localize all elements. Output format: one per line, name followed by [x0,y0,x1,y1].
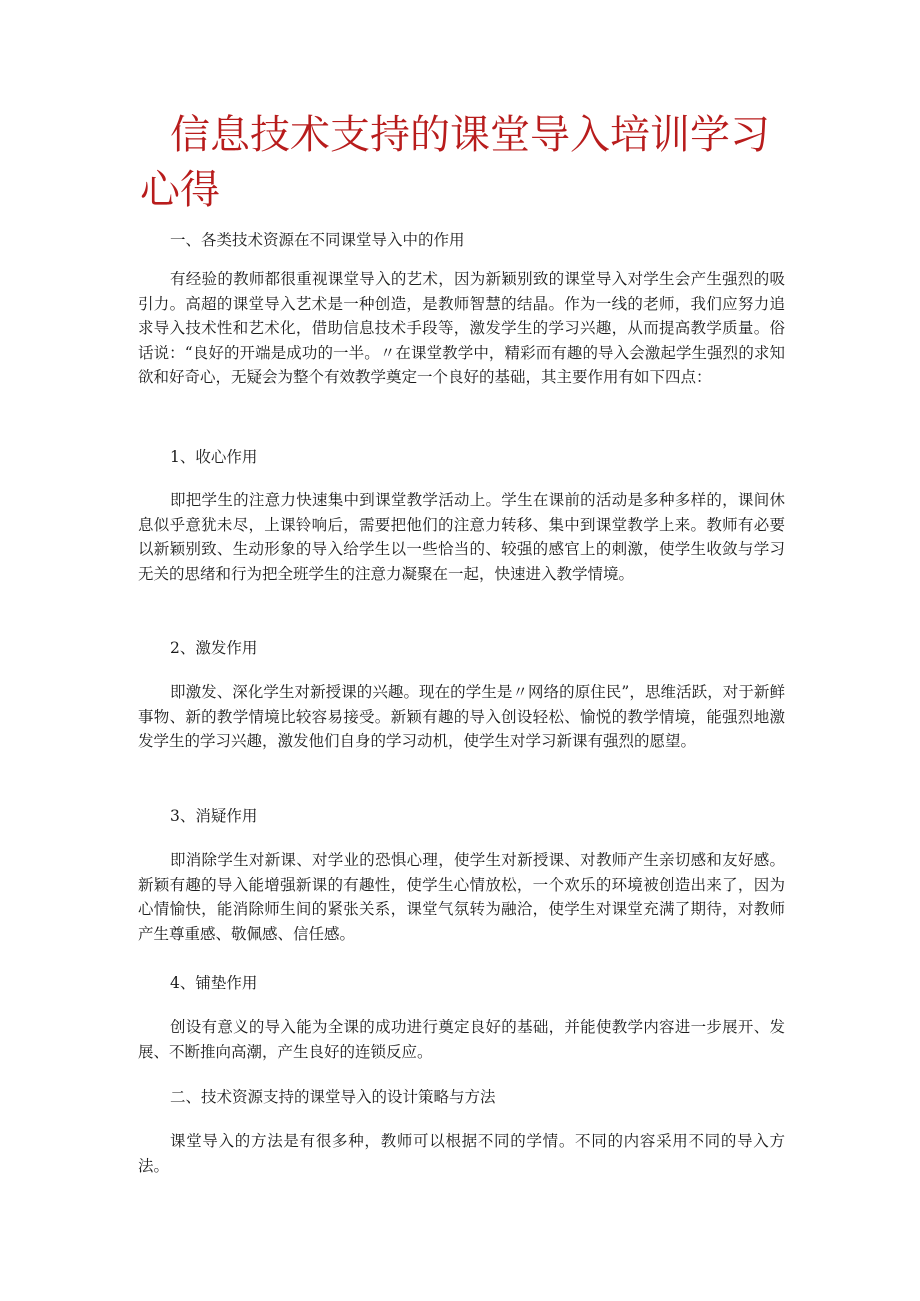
subheading-4: 4、铺垫作用 [170,974,258,992]
section-heading-1: 一、各类技术资源在不同课堂导入中的作用 [170,231,465,249]
paragraph-4: 创设有意义的导入能为全课的成功进行奠定良好的基础，并能使教学内容进一步展开、发展、不断推向高潮，产生良好的连锁反应。 [138,1018,785,1061]
subheading-1: 1、收心作用 [170,448,258,466]
subheading-2: 2、激发作用 [170,639,258,657]
document-title: 信息技术支持的课堂导入培训学习心得 [140,112,770,213]
paragraph-3: 即消除学生对新课、对学业的恐惧心理，使学生对新授课、对教师产生亲切感和友好感。新颖有趣的导入能增强新课的有趣性，使学生心情放松，一个欢乐的环境被创造出来了，因为心情愉快，能消除师生间的紧张关系，课堂气氛转为融洽，使学生对课堂充满了期待，对教师产生尊重感、敬佩感、信任感。 [138,851,785,943]
section-1-intro-paragraph: 有经验的教师都很重视课堂导入的艺术，因为新颖别致的课堂导入对学生会产生强烈的吸引力。高超的课堂导入艺术是一种创造，是教师智慧的结晶。作为一线的老师，我们应努力追求导入技术性和艺术化，借助信息技术手段等，激发学生的学习兴趣，从而提高教学质量。俗话说：“良好的开端是成功的一半。〃在课堂教学中，精彩而有趣的导入会激起学生强烈的求知欲和好奇心，无疑会为整个有效教学奠定一个良好的基础，其主要作用有如下四点： [138,270,785,386]
section-heading-2: 二、技术资源支持的课堂导入的设计策略与方法 [170,1088,496,1106]
paragraph-2: 即激发、深化学生对新授课的兴趣。现在的学生是〃网络的原住民”，思维活跃，对于新鲜事物、新的教学情境比较容易接受。新颖有趣的导入创设轻松、愉悦的教学情境，能强烈地激发学生的学习兴趣，激发他们自身的学习动机，使学生对学习新课有强烈的愿望。 [138,683,785,750]
subheading-3: 3、消疑作用 [170,807,258,825]
paragraph-1: 即把学生的注意力快速集中到课堂教学活动上。学生在课前的活动是多种多样的，课间休息似乎意犹未尽，上课铃响后，需要把他们的注意力转移、集中到课堂教学上来。教师有必要以新颖别致、生动形象的导入给学生以一些恰当的、较强的感官上的刺激，使学生收敛与学习无关的思绪和行为把全班学生的注意力凝聚在一起，快速进入教学情境。 [138,491,785,583]
section-2-intro-paragraph: 课堂导入的方法是有很多种，教师可以根据不同的学情。不同的内容采用不同的导入方法。 [138,1132,785,1175]
